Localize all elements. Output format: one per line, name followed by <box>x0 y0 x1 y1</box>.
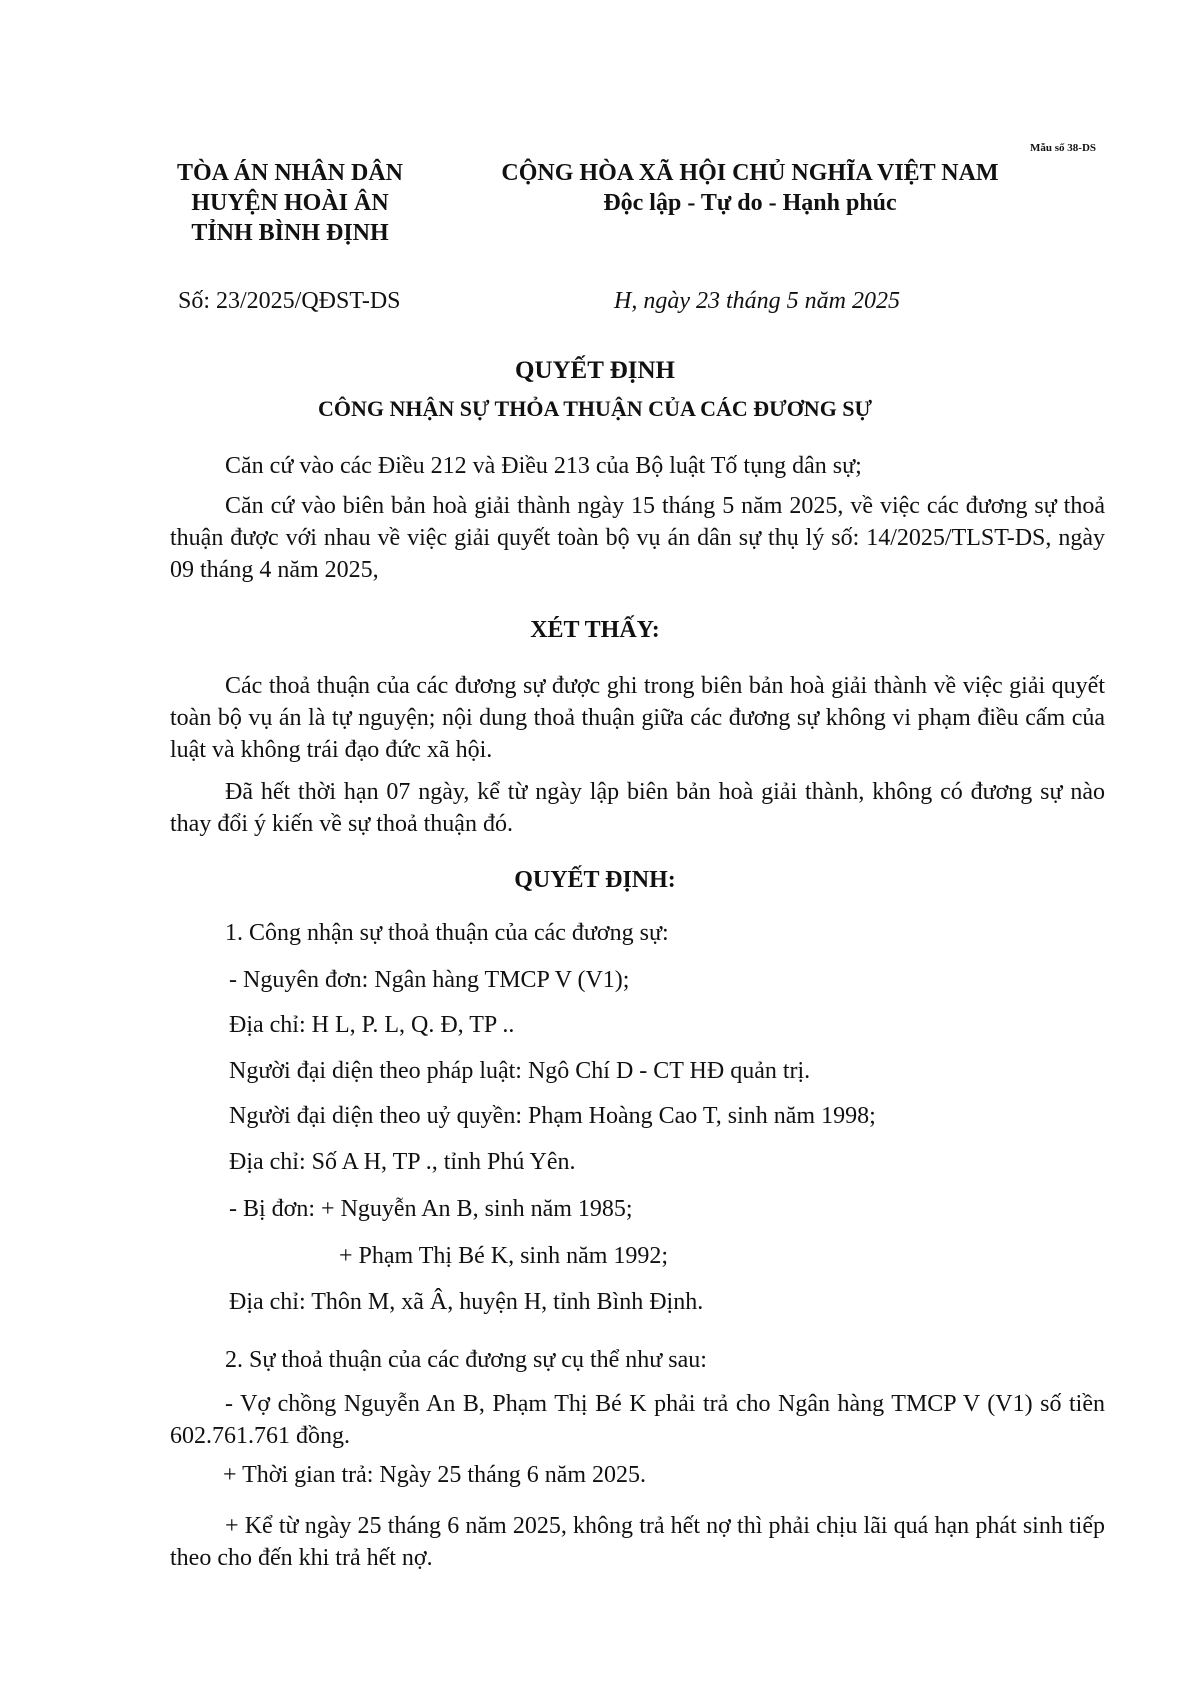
plaintiff-line: - Nguyên đơn: Ngân hàng TMCP V (V1); <box>229 967 630 993</box>
court-line-2: HUYỆN HOÀI ÂN <box>191 190 389 216</box>
decision-heading: QUYẾT ĐỊNH: <box>514 867 676 893</box>
republic-header <box>455 158 1045 218</box>
defendant-address: Địa chỉ: Thôn M, xã Â, huyện H, tỉnh Bình Định. <box>229 1289 704 1315</box>
payment-time: + Thời gian trả: Ngày 25 tháng 6 năm 2025. <box>223 1462 647 1488</box>
court-line-1: TÒA ÁN NHÂN DÂN <box>176 160 403 186</box>
republic-name: CỘNG HÒA XÃ HỘI CHỦ NGHĨA VIỆT NAM <box>501 160 999 186</box>
authorized-rep-address: Địa chỉ: Số A H, TP ., tỉnh Phú Yên. <box>229 1149 576 1175</box>
legal-representative: Người đại diện theo pháp luật: Ngô Chí D - CT HĐ quản trị. <box>229 1058 811 1084</box>
findings-heading: XÉT THẤY: <box>530 617 660 643</box>
document-subtitle: CÔNG NHẬN SỰ THỎA THUẬN CỦA CÁC ĐƯƠNG SỰ <box>317 396 873 421</box>
payment-obligation: - Vợ chồng Nguyễn An B, Phạm Thị Bé K phải trả cho Ngân hàng TMCP V (V1) số tiền 602.761.761 đồng. <box>170 1391 1105 1449</box>
court-header <box>160 158 420 248</box>
plaintiff-address: Địa chỉ: H L, P. L, Q. Đ, TP .. <box>229 1012 515 1038</box>
defendant-line-2: + Phạm Thị Bé K, sinh năm 1992; <box>339 1243 669 1269</box>
document-title: QUYẾT ĐỊNH <box>515 357 675 384</box>
decision-item-1: 1. Công nhận sự thoả thuận của các đương sự: <box>225 920 669 946</box>
court-line-3: TỈNH BÌNH ĐỊNH <box>191 220 389 246</box>
authorized-representative: Người đại diện theo uỷ quyền: Phạm Hoàng Cao T, sinh năm 1998; <box>229 1103 876 1129</box>
basis-paragraph-2: Căn cứ vào biên bản hoà giải thành ngày 15 tháng 5 năm 2025, về việc các đương sự thoả thuận được với nhau về việc giải quyết toàn bộ vụ án dân sự thụ lý số: 14/2025/TLST-DS, ngày 09 tháng 4 năm 2025, <box>170 493 1105 583</box>
defendant-line-1: - Bị đơn: + Nguyễn An B, sinh năm 1985; <box>229 1196 633 1222</box>
form-number: Mẫu số 38-DS <box>1030 142 1097 154</box>
late-interest-clause: + Kể từ ngày 25 tháng 6 năm 2025, không trả hết nợ thì phải chịu lãi quá hạn phát sinh tiếp theo cho đến khi trả hết nợ. <box>170 1513 1105 1571</box>
place-date: H, ngày 23 tháng 5 năm 2025 <box>614 288 900 314</box>
findings-paragraph-2: Đã hết thời hạn 07 ngày, kể từ ngày lập biên bản hoà giải thành, không có đương sự nào thay đổi ý kiến về sự thoả thuận đó. <box>170 779 1105 837</box>
basis-paragraph-1: Căn cứ vào các Điều 212 và Điều 213 của Bộ luật Tố tụng dân sự; <box>225 453 862 479</box>
decision-item-2: 2. Sự thoả thuận của các đương sự cụ thể như sau: <box>225 1347 707 1373</box>
document-number: Số: 23/2025/QĐST-DS <box>178 288 401 314</box>
findings-paragraph-1: Các thoả thuận của các đương sự được ghi trong biên bản hoà giải thành về việc giải quyết toàn bộ vụ án là tự nguyện; nội dung thoả thuận giữa các đương sự không vi phạm điều cấm của luật và không trái đạo đức xã hội. <box>170 673 1105 763</box>
republic-motto: Độc lập - Tự do - Hạnh phúc <box>603 190 897 216</box>
